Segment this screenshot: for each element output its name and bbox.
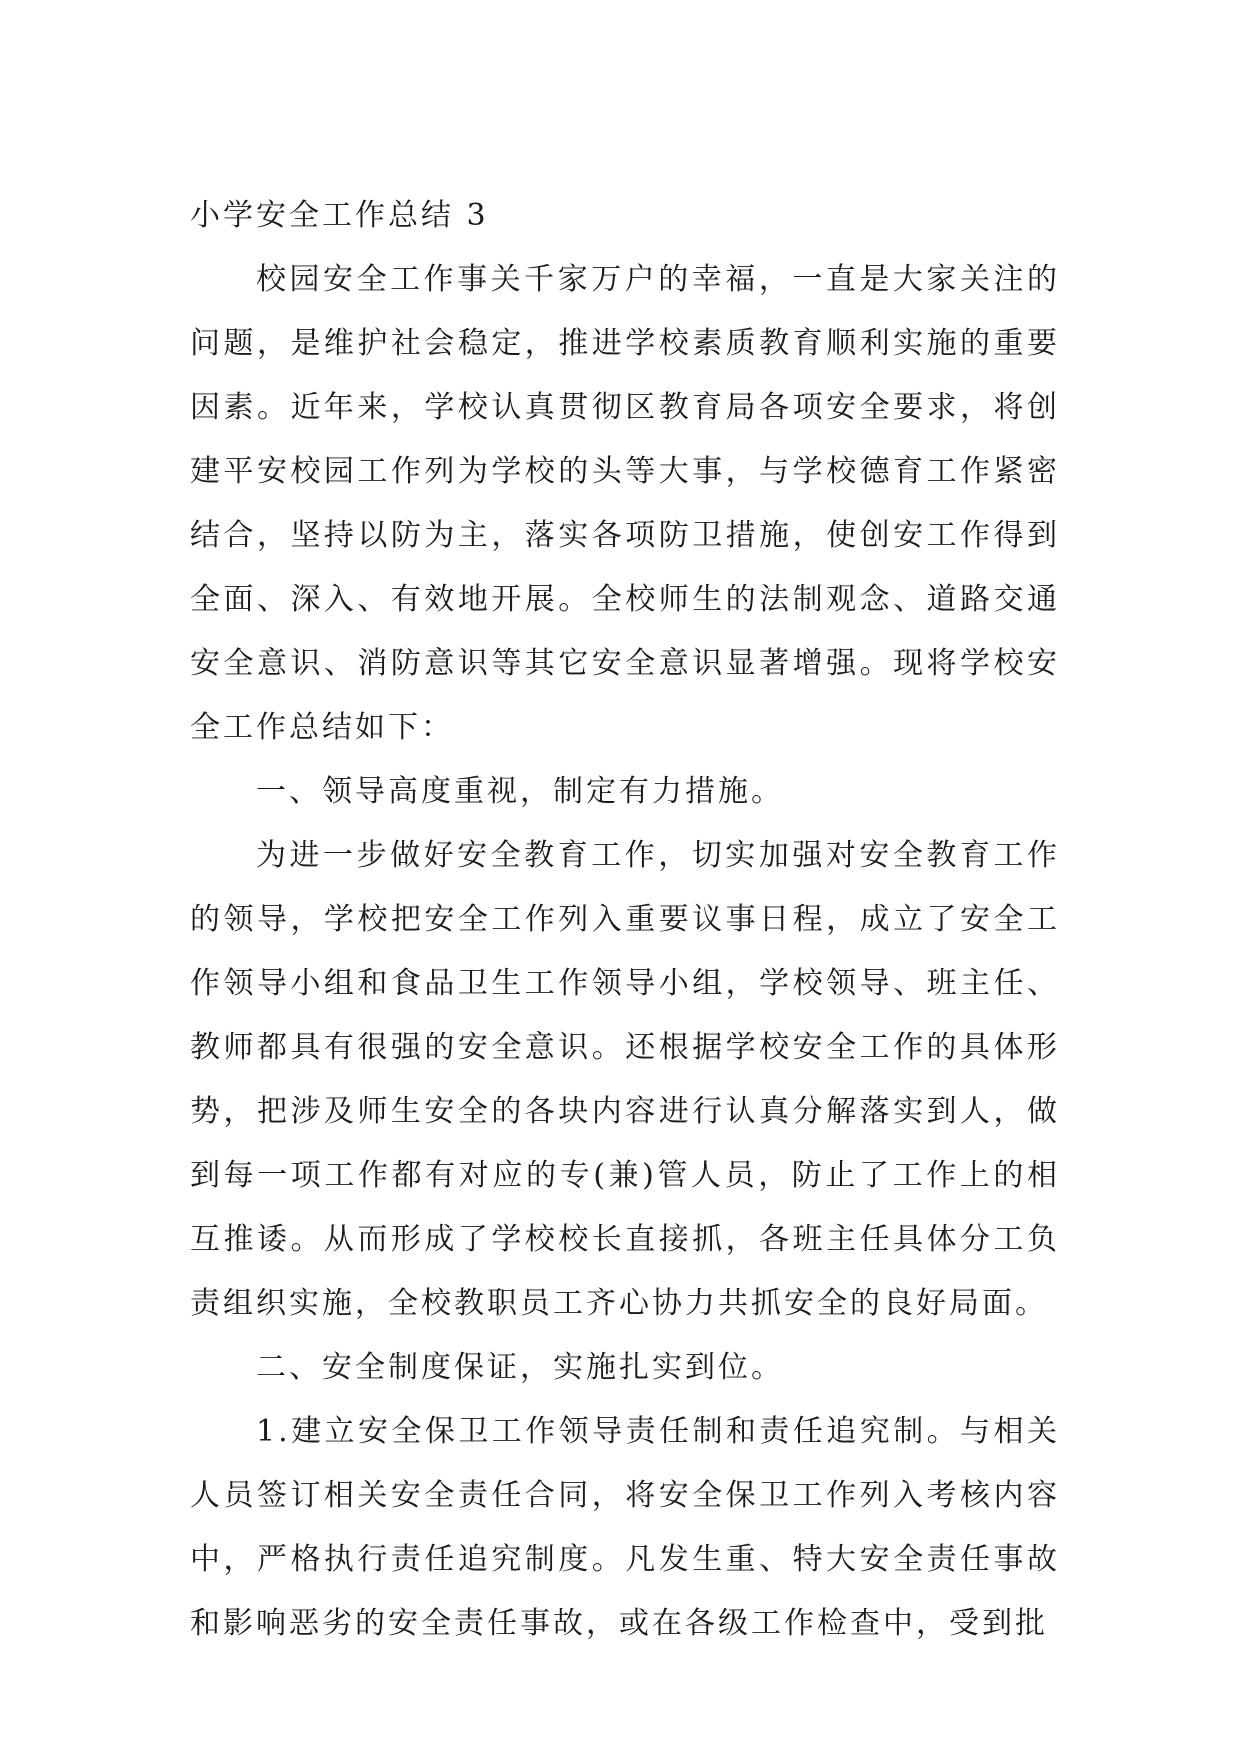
intro-paragraph: 校园安全工作事关千家万户的幸福，一直是大家关注的问题，是维护社会稳定，推进学校素质教育顺利实施的重要因素。近年来，学校认真贯彻区教育局各项安全要求，将创建平安校园工作列为学校的头等大事，与学校德育工作紧密结合，坚持以防为主，落实各项防卫措施，使创安工作得到全面、深入、有效地开展。全校师生的法制观念、道路交通安全意识、消防意识等其它安全意识显著增强。现将学校安全工作总结如下： [190,262,1060,745]
section-1-paragraph: 为进一步做好安全教育工作，切实加强对安全教育工作的领导，学校把安全工作列入重要议事日程，成立了安全工作领导小组和食品卫生工作领导小组，学校领导、班主任、教师都具有很强的安全意识。还根据学校安全工作的具体形势，把涉及师生安全的各块内容进行认真分解落实到人，做到每一项工作都有对应的专(兼)管人员，防止了工作上的相互推诿。从而形成了学校校长直接抓，各班主任具体分工负责组织实施，全校教职员工齐心协力共抓安全的良好局面。 [190,838,1060,1321]
section-2-item-1-paragraph: 1.建立安全保卫工作领导责任制和责任追究制。与相关人员签订相关安全责任合同，将安全保卫工作列入考核内容中，严格执行责任追究制度。凡发生重、特大安全责任事故和影响恶劣的安全责任事故，或在各级工作检查中，受到批 [190,1414,1060,1641]
section-heading-1: 一、领导高度重视，制定有力措施。 [256,774,784,809]
document-body [190,184,1060,1656]
section-heading-2: 二、安全制度保证，实施扎实到位。 [256,1350,784,1385]
document-title: 小学安全工作总结 3 [190,198,489,233]
